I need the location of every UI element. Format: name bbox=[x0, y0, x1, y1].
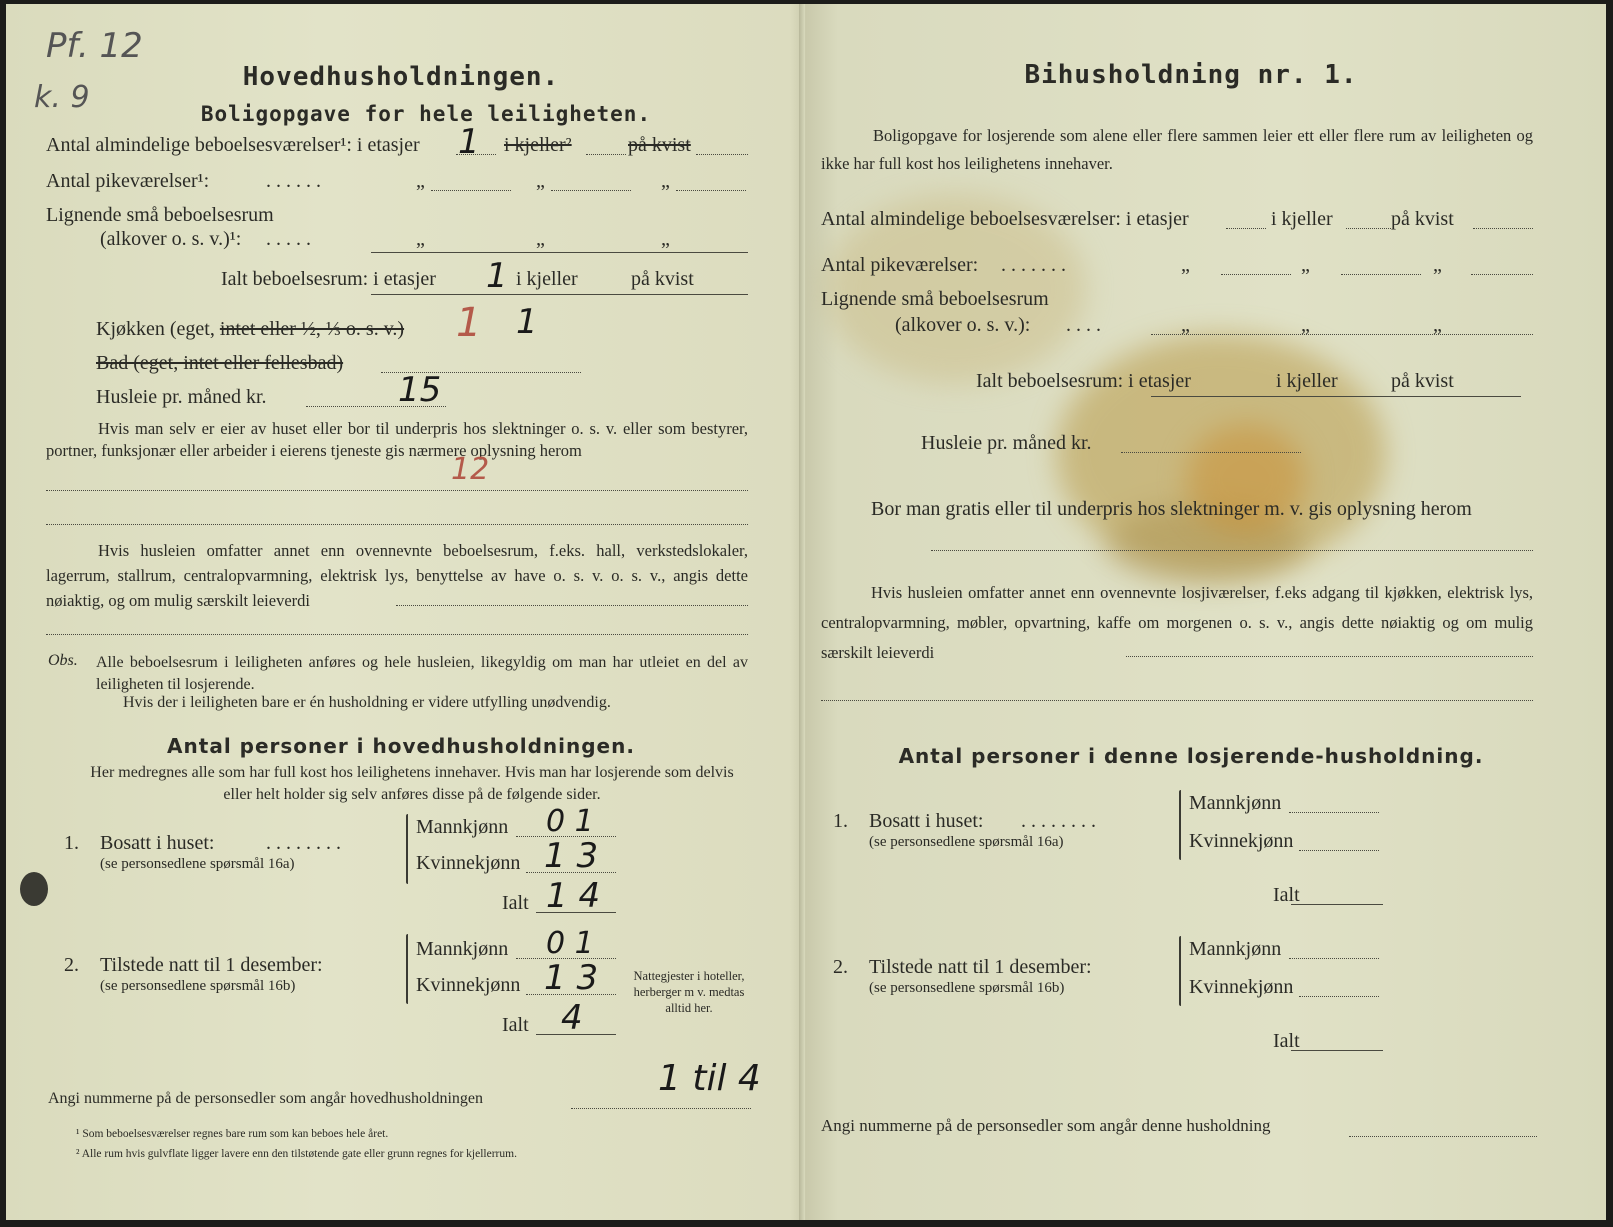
right-page: Bihusholdning nr. 1. Boligopgave for losjerende som alene eller flere sammen leier ett eller flere rum av leiligheten og ikke har full kost hos leilighetens innehaver. Antal almindelige beboelsesværelser: i etasjer i kjeller på kvist Antal pikeværelser: . . . . . . . „ „ „ Lignende små beboelsesrum (alkover o. s. v.): . . . . „ „ „ Ialt beboelsesrum: i etasjer i kjeller på kvist Husleie pr. måned kr. Bor man gratis eller til underpris hos slektninger m. v. gis oplysning herom Hvis husleien omfatter annet enn ovennevnte losjiværelser, f.eks adgang til kjøkken, elektrisk lys, centralopvarmning, møbler, opvartning, kaffe om morgenen o. s. v., angis dette nøiaktig og om mulig særskilt leieverdi Antal personer i denne losjerende-husholdning. 1. Bosatt i huset: . . . . . . . . (se personsedlene spørsmål 16a) Mannkjønn Kvinnekjønn Ialt 2. Tilstede natt til 1 desember: (se personsedlene spørsmål 16b) Mannkjønn Kvinnekjønn Ialt Angi nummerne på de personsedler som angår denne husholdning bbox=[821, 4, 1561, 1220]
note1: Hvis man selv er eier av huset eller bor til underpris hos slektninger o. s. v. eller som bestyrer, portner, funksjonær eller arbeider i eierens tjeneste gis nærmere oplysning herom bbox=[46, 419, 748, 460]
q2-sub: (se personsedlene spørsmål 16b) bbox=[100, 978, 296, 994]
r-persons-title: Antal personer i denne losjerende-husholdning. bbox=[898, 744, 1484, 768]
row4-label: Ialt beboelsesrum: i etasjer bbox=[221, 268, 436, 290]
q1-sub: (se personsedlene spørsmål 16a) bbox=[100, 856, 295, 872]
red-mark-12: 12 bbox=[451, 452, 490, 487]
q2-num: 2. bbox=[64, 954, 79, 976]
r-note: Hvis husleien omfatter annet enn ovennevnte losjiværelser, f.eks adgang til kjøkken, elektrisk lys, centralopvarmning, møbler, opvartning, kaffe om morgenen o. s. v., angis dette nøiaktig og om mulig særskilt leieverdi bbox=[821, 583, 1533, 662]
r-row1-kvist: på kvist bbox=[1391, 208, 1454, 230]
obs-text2: Hvis der i leiligheten bare er én husholdning er videre utfylling unødvendig. bbox=[123, 694, 611, 711]
q2-label: Tilstede natt til 1 desember: bbox=[100, 954, 323, 976]
kjokken-red-mark: 1 bbox=[456, 300, 482, 346]
q1-kvinne-value: 1 3 bbox=[544, 836, 599, 876]
r-q2-sub: (se personsedlene spørsmål 16b) bbox=[869, 980, 1065, 996]
r-q2-num: 2. bbox=[833, 956, 848, 978]
q2-kvinne: Kvinnekjønn bbox=[416, 974, 521, 996]
handwritten-ref: Pf. 12 bbox=[46, 26, 143, 66]
r-row4-label: Ialt beboelsesrum: i etasjer bbox=[976, 370, 1191, 392]
handwritten-sub: k. 9 bbox=[34, 80, 90, 115]
r-q2-mann: Mannkjønn bbox=[1189, 938, 1282, 960]
kjokken-label: Kjøkken (eget, intet eller ½, ⅓ o. s. v.) bbox=[96, 318, 405, 340]
q1-mann: Mannkjønn bbox=[416, 816, 509, 838]
r-gratis: Bor man gratis eller til underpris hos slektninger m. v. gis oplysning herom bbox=[871, 498, 1472, 520]
persons-title: Antal personer i hovedhusholdningen. bbox=[167, 734, 635, 758]
page-fold bbox=[799, 4, 805, 1220]
q1-ialt-value: 1 4 bbox=[546, 876, 601, 916]
q1-kvinne: Kvinnekjønn bbox=[416, 852, 521, 874]
r-row3-label: Lignende små beboelsesrum bbox=[821, 288, 1049, 310]
q2-mann: Mannkjønn bbox=[416, 938, 509, 960]
q2-ialt-value: 4 bbox=[561, 998, 583, 1038]
husleie-label: Husleie pr. måned kr. bbox=[96, 386, 267, 408]
r-row2-label: Antal pikeværelser: bbox=[821, 254, 979, 276]
obs-label: Obs. bbox=[48, 652, 78, 669]
footnote-1: ¹ Som beboelsesværelser regnes bare rum som kan beboes hele året. bbox=[76, 1128, 389, 1140]
row2-label: Antal pikeværelser¹: bbox=[46, 170, 210, 192]
husleie-value: 15 bbox=[398, 370, 442, 410]
row4-value: 1 bbox=[486, 256, 508, 296]
right-title: Bihusholdning nr. 1. bbox=[1024, 60, 1358, 90]
left-title: Hovedhusholdningen. bbox=[242, 62, 560, 92]
angi-label: Angi nummerne på de personsedler som angår hovedhusholdningen bbox=[48, 1090, 484, 1107]
r-row4-kjeller: i kjeller bbox=[1276, 370, 1338, 392]
r-row1-kjeller: i kjeller bbox=[1271, 208, 1333, 230]
r-q1-mann: Mannkjønn bbox=[1189, 792, 1282, 814]
r-q1-label: Bosatt i huset: bbox=[869, 810, 984, 832]
row1-kjeller: i kjeller² bbox=[504, 134, 572, 156]
r-q2-label: Tilstede natt til 1 desember: bbox=[869, 956, 1092, 978]
q2-ialt: Ialt bbox=[502, 1014, 529, 1036]
row3-label2: (alkover o. s. v.)¹: bbox=[100, 228, 242, 250]
angi-value: 1 til 4 bbox=[658, 1058, 761, 1099]
q2-mann-value: 0 1 bbox=[546, 926, 594, 961]
r-q1-kvinne: Kvinnekjønn bbox=[1189, 830, 1294, 852]
r-row4-kvist: på kvist bbox=[1391, 370, 1454, 392]
r-row1-label: Antal almindelige beboelsesværelser: i etasjer bbox=[821, 208, 1189, 230]
persons-note: Her medregnes alle som har full kost hos leilighetens innehaver. Hvis man har losjerende som delvis eller helt holder sig selv anføres disse på de følgende sider. bbox=[90, 764, 734, 803]
r-angi: Angi nummerne på de personsedler som angår denne husholdning bbox=[821, 1116, 1271, 1135]
q2-side-note: Nattegjester i hoteller, herberger m v. medtas alltid her. bbox=[633, 969, 745, 1015]
note2: Hvis husleien omfatter annet enn ovennevnte beboelsesrum, f.eks. hall, verkstedslokaler, lagerrum, stallrum, centralopvarmning, elektrisk lys, benyttelse av have o. s. v. o. s. v., angis dette nøiaktig, og om mulig særskilt leieverdi bbox=[46, 541, 748, 610]
r-row3-label2: (alkover o. s. v.): bbox=[895, 314, 1031, 336]
bad-label: Bad (eget, intet eller fellesbad) bbox=[96, 352, 344, 374]
r-q1-ialt: Ialt bbox=[1273, 884, 1300, 906]
row1-kvist: på kvist bbox=[628, 134, 691, 156]
q1-num: 1. bbox=[64, 832, 79, 854]
r-husleie: Husleie pr. måned kr. bbox=[921, 432, 1092, 454]
r-q2-kvinne: Kvinnekjønn bbox=[1189, 976, 1294, 998]
row4-kvist: på kvist bbox=[631, 268, 694, 290]
r-q1-num: 1. bbox=[833, 810, 848, 832]
left-page: Hovedhusholdningen. Boligopgave for hele leiligheten. Antal almindelige beboelsesværelser¹: i etasjer i kjeller² på kvist 1 Antal pikeværelser¹: . . . . . . „ „ „ Lignende små beboelsesrum (alkover o. s. v.)¹: . . . . . „ „ „ Ialt beboelsesrum: i etasjer i kjeller på kvist 1 Kjøkken (eget, intet eller ½, ⅓ o. s. v.) 1 1 Bad (eget, intet eller fellesbad) Husleie pr. måned kr. 15 Hvis man selv er eier av huset eller bor til underpris hos slektninger o. s. v. eller som bestyrer, portner, funksjonær eller arbeider i eierens tjeneste gis nærmere oplysning herom 12 Hvis husleien omfatter annet enn ovennevnte beboelsesrum, f.eks. hall, verkstedslokaler, lagerrum, stallrum, centralopvarmning, elektrisk lys, benyttelse av have o. s. v. o. s. v., angis dette nøiaktig, og om mulig særskilt leieverdi Obs. Alle beboelsesrum i leiligheten anføres og hele husleien, likegyldig om man har utleiet en del av leiligheten til losjerende. Hvis der i leiligheten bare er én husholdning er videre utfylling unødvendig. Antal personer i hovedhusholdningen. Her medregnes alle som har full kost hos leilighetens innehaver. Hvis man har losjerende som delvis eller helt holder sig selv anføres disse på de følgende sider. 1. Bosatt i huset: . . . . . . . . (se personsedlene spørsmål 16a) Mannkjønn Kvinnekjønn Ialt 0 1 1 3 1 4 2. Tilstede natt til 1 desember: (se personsedlene spørsmål 16b) Mannkjønn Kvinnekjønn Ialt 0 1 1 3 4 Nattegjester i hoteller, herberger m v. medtas alltid her. Angi nummerne på de personsedler som angår hovedhusholdningen 1 til 4 ¹ Som beboelsesværelser regnes bare rum som kan beboes hele året. ² Alle rum hvis gulvflate ligger lavere enn den tilstøtende gate eller grunn regnes for kjellerrum. bbox=[36, 4, 766, 1220]
right-intro: Boligopgave for losjerende som alene eller flere sammen leier ett eller flere rum av leiligheten og ikke har full kost hos leilighetens innehaver. bbox=[821, 126, 1533, 173]
row3-label: Lignende små beboelsesrum bbox=[46, 204, 274, 226]
r-q1-sub: (se personsedlene spørsmål 16a) bbox=[869, 834, 1064, 850]
q1-label: Bosatt i huset: bbox=[100, 832, 215, 854]
q1-ialt: Ialt bbox=[502, 892, 529, 914]
row1-label: Antal almindelige beboelsesværelser¹: i etasjer bbox=[46, 134, 420, 156]
census-form-sheet bbox=[6, 4, 1606, 1220]
q2-kvinne-value: 1 3 bbox=[544, 958, 599, 998]
left-subtitle: Boligopgave for hele leiligheten. bbox=[200, 102, 652, 126]
row1-value: 1 bbox=[458, 122, 480, 162]
obs-text: Alle beboelsesrum i leiligheten anføres og hele husleien, likegyldig om man har utleiet en del av leiligheten til losjerende. bbox=[96, 654, 748, 693]
q1-mann-value: 0 1 bbox=[546, 804, 594, 839]
r-q2-ialt: Ialt bbox=[1273, 1030, 1300, 1052]
kjokken-value: 1 bbox=[516, 302, 538, 342]
footnote-2: ² Alle rum hvis gulvflate ligger lavere enn den tilstøtende gate eller grunn regnes for kjellerrum. bbox=[76, 1148, 517, 1160]
row4-kjeller: i kjeller bbox=[516, 268, 578, 290]
